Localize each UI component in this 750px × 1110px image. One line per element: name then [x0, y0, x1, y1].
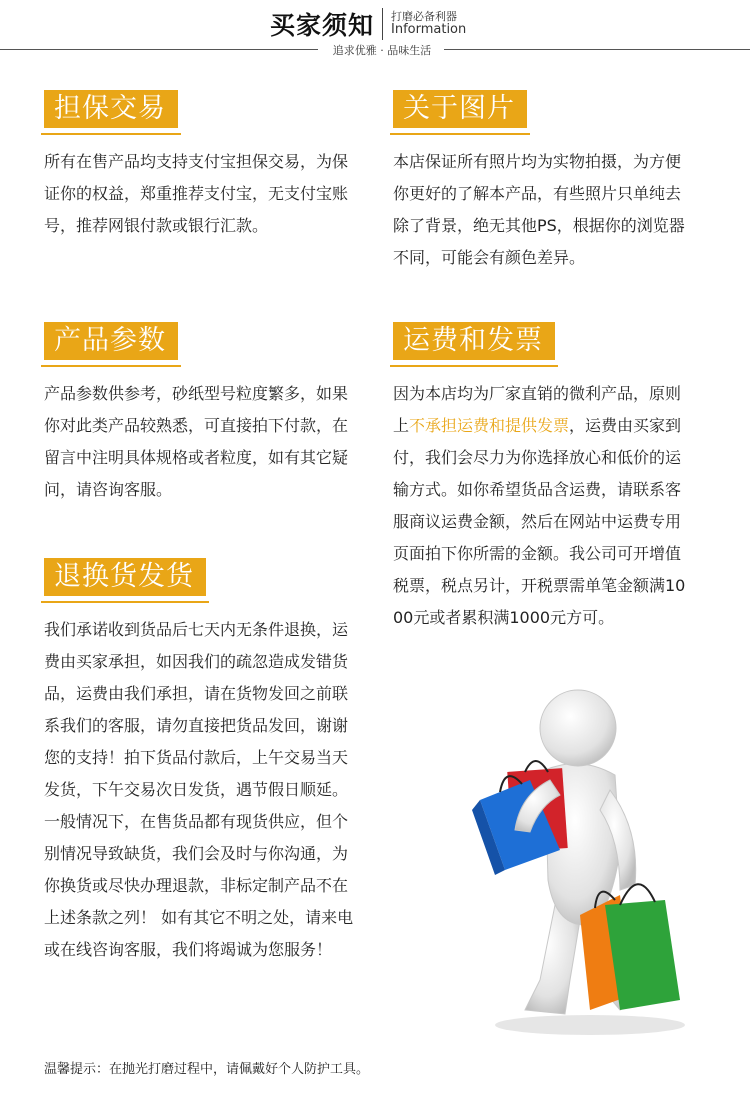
- header-subtitle-cn: 打磨必备利器: [391, 10, 457, 23]
- shipping-text-before: 因为本店均为厂家直销的微利产品，原则上: [393, 384, 682, 435]
- header-rule-left: [0, 49, 318, 50]
- section-returns: [44, 558, 362, 966]
- section-text-shipping: [393, 378, 693, 634]
- section-text-pictures: 本店保证所有照片均为实物拍摄，为方便你更好的了解本产品，有些照片只单纯去除了背景，绝无其他PS，根据你的浏览器不同，可能会有颜色差异。: [393, 152, 685, 267]
- header-subtitle-en: Information: [391, 22, 467, 37]
- section-heading-params: 产品参数: [44, 322, 178, 360]
- section-heading-returns: 退换货发货: [44, 558, 206, 596]
- page-header: [0, 0, 750, 62]
- header-divider: [382, 8, 383, 40]
- header-rule-right: [444, 49, 750, 50]
- shipping-text-after: ，运费由买家到付，我们会尽力为你选择放心和低价的运输方式。如你希望货品含运费，请联系客服商议运费金额，然后在网站中运费专用页面拍下你所需的金额。我公司可开增值税票，税点另计，开税票需单笔金额满1000元或者累积满1000元方可。: [393, 416, 686, 627]
- page-title: 买家须知: [270, 11, 375, 40]
- footer-warm-tip: 温馨提示：在抛光打磨过程中，请佩戴好个人防护工具。: [44, 1062, 370, 1077]
- shopping-figure-illustration: [470, 680, 700, 1040]
- section-shipping: [393, 322, 693, 634]
- section-text-params: 产品参数供参考，砂纸型号粒度繁多，如果你对此类产品较熟悉，可直接拍下付款，在留言中注明具体规格或者粒度，如有其它疑问，请咨询客服。: [44, 384, 349, 499]
- section-heading-pictures: 关于图片: [393, 90, 527, 128]
- shipping-text-highlight: 不承担运费和提供发票: [409, 416, 570, 435]
- header-slogan: 追求优雅 · 品味生活: [332, 44, 432, 57]
- section-guarantee: [44, 90, 354, 242]
- section-heading-guarantee: 担保交易: [44, 90, 178, 128]
- section-text-returns: 我们承诺收到货品后七天内无条件退换，运费由买家承担，如因我们的疏忽造成发错货品，运费由我们承担，请在货物发回之前联系我们的客服，请勿直接把货品发回，谢谢您的支持！拍下货品付款后，上午交易当天发货，下午交易次日发货，遇节假日顺延。一般情况下，在售货品都有现货供应，但个别情况导致缺货，我们会及时与你沟通，为你换货或尽快办理退款，非标定制产品不在上述条款之列！ 如有其它不明之处，请来电或在线咨询客服，我们将竭诚为您服务！: [44, 620, 354, 959]
- shopping-person-icon: [470, 680, 700, 1040]
- section-pictures: [393, 90, 693, 274]
- section-heading-shipping: 运费和发票: [393, 322, 555, 360]
- section-params: [44, 322, 362, 506]
- section-text-guarantee: 所有在售产品均支持支付宝担保交易，为保证你的权益，郑重推荐支付宝，无支付宝账号，推荐网银付款或银行汇款。: [44, 152, 349, 235]
